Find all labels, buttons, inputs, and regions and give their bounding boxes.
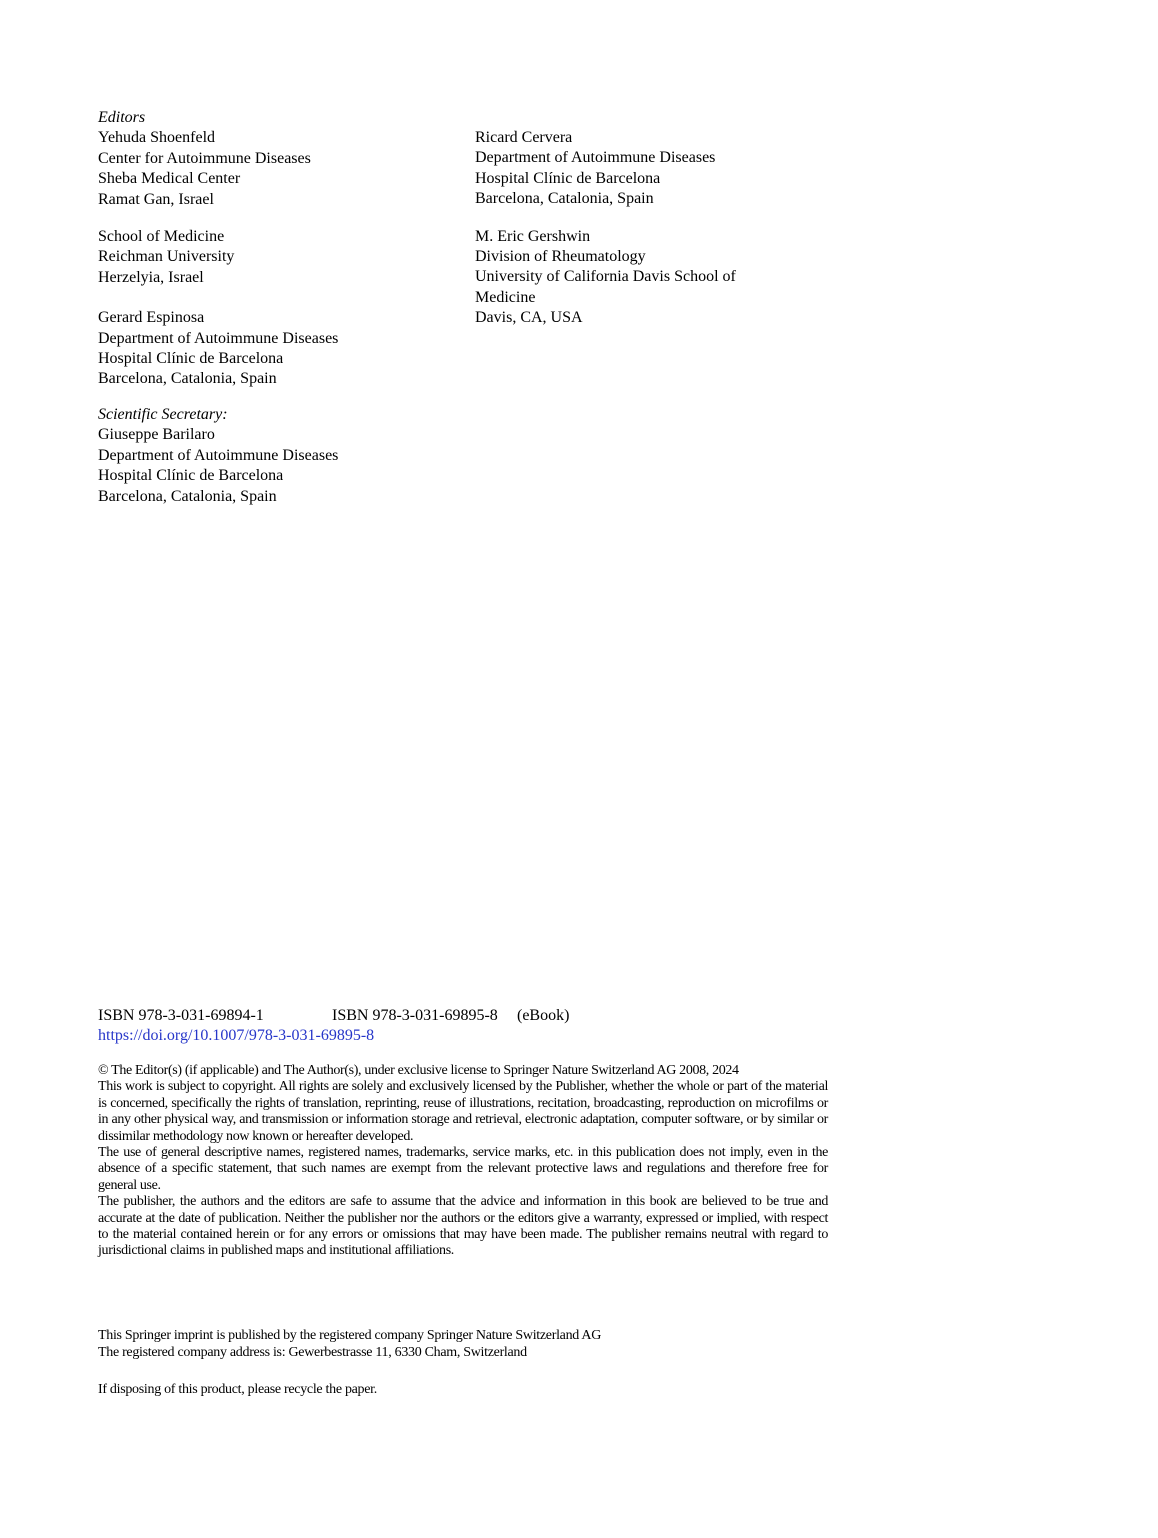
doi-link[interactable]: https://doi.org/10.1007/978-3-031-69895-8	[98, 1027, 375, 1044]
affiliation-line: Hospital Clínic de Barcelona	[475, 169, 661, 187]
editor-name: Yehuda Shoenfeld	[98, 129, 216, 147]
imprint-block	[98, 1327, 601, 1361]
affiliation-line: Department of Autoimmune Diseases	[98, 446, 339, 464]
names-paragraph: The use of general descriptive names, registered names, trademarks, service marks, etc. in this publication does not imply, even in the absence of a specific statement, that such names are exempt from the relevant protective laws and regulations and therefore free for general use.	[98, 1145, 828, 1193]
imprint-address-line: The registered company address is: Gewerbestrasse 11, 6330 Cham, Switzerland	[98, 1345, 527, 1360]
disclaimer-paragraph: The publisher, the authors and the editors are safe to assume that the advice and information in this book are believed to be true and accurate at the date of publication. Neither the publisher nor the authors or the editors give a warranty, expressed or implied, with respect to the material contained herein or for any errors or omissions that may have been made. The publisher remains neutral with regard to jurisdictional claims in published maps and institutional affiliations.	[98, 1194, 828, 1259]
editor-block-espinosa	[98, 308, 338, 390]
editors-right-column	[475, 128, 736, 329]
editor-name: Ricard Cervera	[475, 129, 573, 146]
editors-label: Editors	[98, 109, 146, 126]
affiliation-line: Center for Autoimmune Diseases	[98, 149, 311, 167]
affiliation-line: Barcelona, Catalonia, Spain	[98, 370, 277, 388]
affiliation-line: Sheba Medical Center	[98, 170, 241, 188]
affiliation-line: Hospital Clínic de Barcelona	[98, 467, 284, 485]
affiliation-line: School of Medicine	[98, 228, 225, 246]
isbn-block	[98, 1006, 838, 1046]
editor-block-shoenfeld-second-affiliation	[98, 227, 338, 288]
affiliation-line: Department of Autoimmune Diseases	[475, 149, 716, 167]
scientific-secretary-label: Scientific Secretary:	[98, 405, 228, 423]
affiliation-line: Davis, CA, USA	[475, 309, 583, 327]
affiliation-line: Reichman University	[98, 248, 235, 266]
affiliation-line: Ramat Gan, Israel	[98, 190, 214, 208]
isbn-row	[98, 1006, 838, 1026]
editor-block-cervera	[475, 128, 736, 210]
rights-paragraph: This work is subject to copyright. All rights are solely and exclusively licensed by the Publisher, whether the whole or part of the material is concerned, specifically the rights of translation, reprinting, reuse of illustrations, recitation, broadcasting, reproduction on microfilms or in any other physical way, and transmission or information storage and retrieval, electronic adaptation, computer software, or by similar or dissimilar methodology now known or hereafter developed.	[98, 1079, 828, 1144]
affiliation-line: Division of Rheumatology	[475, 248, 646, 266]
affiliation-line: University of California Davis School of	[475, 268, 736, 286]
editors-left-column	[98, 108, 338, 507]
isbn-ebook-format: (eBook)	[517, 1007, 570, 1024]
recycle-note: If disposing of this product, please recycle the paper.	[98, 1382, 377, 1397]
secretary-name: Giuseppe Barilaro	[98, 426, 215, 444]
editor-block-shoenfeld	[98, 128, 338, 210]
affiliation-line: Herzelyia, Israel	[98, 268, 204, 286]
affiliation-line: Barcelona, Catalonia, Spain	[475, 190, 654, 208]
isbn-print: ISBN 978-3-031-69894-1	[98, 1007, 264, 1024]
editor-name: Gerard Espinosa	[98, 309, 205, 327]
affiliation-line: Department of Autoimmune Diseases	[98, 329, 339, 347]
editor-name: M. Eric Gershwin	[475, 227, 591, 245]
affiliation-line: Barcelona, Catalonia, Spain	[98, 487, 277, 505]
doi-line	[98, 1026, 838, 1046]
affiliation-line: Medicine	[475, 288, 536, 306]
editor-block-gershwin	[475, 227, 736, 329]
legal-text-block	[98, 1063, 828, 1260]
affiliation-line: Hospital Clínic de Barcelona	[98, 350, 284, 368]
isbn-ebook: ISBN 978-3-031-69895-8	[332, 1007, 498, 1024]
secretary-block-barilaro	[98, 425, 338, 507]
imprint-line: This Springer imprint is published by the registered company Springer Nature Switzerland AG	[98, 1328, 602, 1343]
license-statement: © The Editor(s) (if applicable) and The Author(s), under exclusive license to Springer Nature Switzerland AG 2008, 2024	[98, 1063, 739, 1078]
